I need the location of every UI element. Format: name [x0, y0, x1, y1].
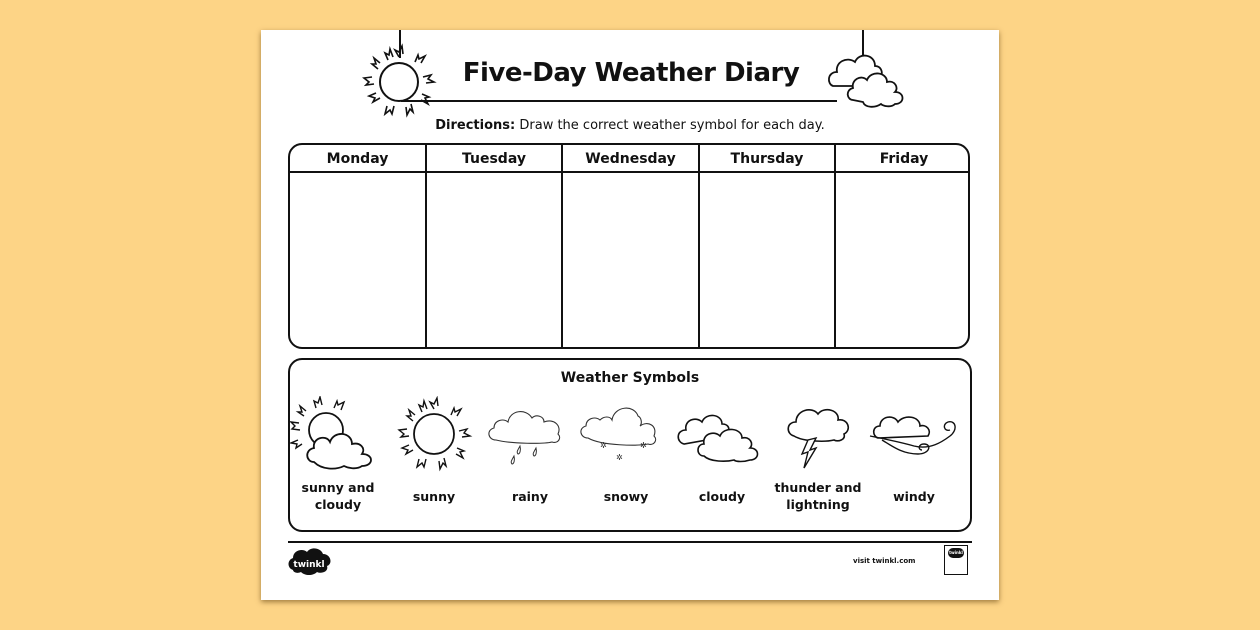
weather-symbols-panel: [288, 358, 972, 532]
svg-text:twinkl: twinkl: [293, 560, 325, 570]
symbol-rainy: [482, 396, 578, 504]
cloud-icon: [674, 396, 770, 472]
column-wednesday: [563, 145, 700, 347]
svg-text:✲: ✲: [616, 453, 623, 462]
directions-text: [261, 118, 999, 133]
worksheet-page: [261, 30, 999, 600]
symbol-windy: [866, 396, 962, 504]
drawing-cell-wednesday[interactable]: [563, 173, 698, 349]
column-tuesday: [427, 145, 563, 347]
drawing-cell-monday[interactable]: [290, 173, 425, 349]
lightning-cloud-icon: [770, 396, 866, 472]
rain-cloud-icon: [482, 396, 578, 472]
symbol-label: windy: [893, 488, 935, 504]
svg-text:✲: ✲: [640, 441, 647, 450]
column-header-monday: Monday: [290, 145, 425, 173]
badge-logo: twinkl: [948, 548, 964, 558]
symbol-cloudy: [674, 396, 770, 504]
symbol-label: rainy: [512, 488, 548, 504]
visit-link[interactable]: visit twinkl.com: [853, 557, 916, 565]
quality-badge: [944, 545, 968, 575]
directions-label: Directions:: [435, 118, 516, 133]
snow-cloud-icon: [578, 396, 674, 472]
drawing-cell-friday[interactable]: [836, 173, 970, 349]
drawing-cell-thursday[interactable]: [700, 173, 834, 349]
symbol-label: sunny: [412, 488, 456, 504]
column-monday: [290, 145, 427, 347]
directions-body: Draw the correct weather symbol for each day.: [515, 118, 825, 133]
symbol-label: sunny and cloudy: [301, 480, 375, 512]
cloud-icon: [827, 46, 911, 110]
title-underline: [401, 100, 837, 102]
symbol-label: thunder and lightning: [774, 480, 862, 512]
column-header-thursday: Thursday: [700, 145, 834, 173]
symbol-thunder-and-lightning: [770, 396, 866, 512]
column-friday: [836, 145, 970, 347]
svg-text:✲: ✲: [600, 441, 607, 450]
column-thursday: [700, 145, 836, 347]
symbol-label: snowy: [603, 488, 649, 504]
footer-divider: [288, 541, 972, 543]
symbol-label: cloudy: [698, 488, 746, 504]
column-header-tuesday: Tuesday: [427, 145, 561, 173]
drawing-cell-tuesday[interactable]: [427, 173, 561, 349]
column-header-friday: Friday: [836, 145, 970, 173]
diary-table: [288, 143, 970, 349]
wind-cloud-icon: [866, 396, 962, 472]
symbol-sunny-and-cloudy: [290, 396, 386, 512]
twinkl-logo[interactable]: [287, 548, 331, 578]
weather-symbols-title: Weather Symbols: [560, 370, 700, 386]
sun-icon: [386, 396, 482, 472]
column-header-wednesday: Wednesday: [563, 145, 698, 173]
symbol-snowy: [578, 396, 674, 504]
sun-icon: [359, 42, 439, 122]
sun-cloud-icon: [290, 396, 386, 472]
page-title: Five-Day Weather Diary: [462, 58, 800, 88]
symbol-sunny: [386, 396, 482, 504]
